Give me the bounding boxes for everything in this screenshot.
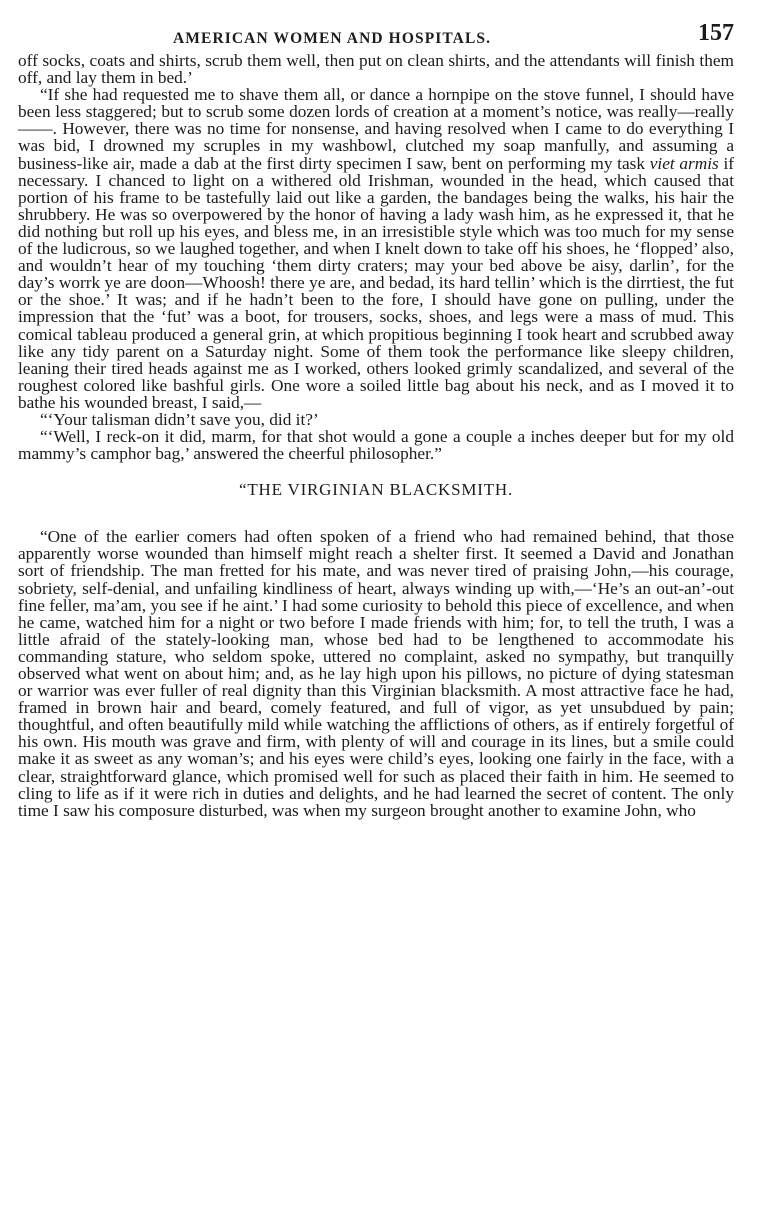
paragraph-continuation: off socks, coats and shirts, scrub them well, then put on clean shirts, and the attendants will finish them off, and lay them in bed.’	[18, 51, 734, 88]
paragraph-talisman-question: “‘Your talisman didn’t save you, did it?’	[40, 409, 319, 429]
paragraph-talisman-answer: “‘Well, I reck-on it did, marm, for that shot would a gone a couple a inches deeper but for my old mammy’s camphor bag,’ answered the cheerful philosopher.”	[18, 427, 734, 464]
page-number: 157	[698, 20, 734, 46]
latin-phrase: viet armis	[649, 153, 719, 173]
paragraph-text: if necessary. I chanced to light on a withered old Irishman, wounded in the head, which caused that portion of his frame to be tastefully laid out like a garden, the bandages being the walks, his hair the shrubbery. He was so overpowered by the honor of having a lady wash him, as he expressed it, that he did nothing but roll up his eyes, and bless me, in an irresistible style which was too much for my sense of the ludicrous, so we laughed together, and when I knelt down to take off his shoes, he ‘flopped’ also, and wouldn’t hear of my touching ‘them dirty craters; may your bed above be aisy, darlin’, for the day’s worrk ye are doon—Whoosh! there ye are, and bedad, its hard tellin’ which is the dirrtiest, the fut or the shoe.’ It was; and if he hadn’t been to the fore, I should have gone on pulling, under the impression that the ‘fut’ was a boot, for trousers, socks, shoes, and legs were a mass of mud. This comical tableau produced a general grin, at which propitious beginning I took heart and scrubbed away like any tidy parent on a Saturday night. Some of them took the performance like sleepy children, leaning their tired heads against me as I worked, others looked grimly scandalized, and several of the roughest colored like bashful girls. One wore a soiled little bag about his neck, and as I moved it to bathe his wounded breast, I said,—	[18, 153, 735, 412]
body-text-section	[18, 528, 734, 819]
running-head-title: AMERICAN WOMEN AND HOSPITALS.	[173, 30, 492, 47]
paragraph-virginian-blacksmith: “One of the earlier comers had often spoken of a friend who had remained behind, that those apparently worse wounded than himself might reach a shelter first. It seemed a David and Jonathan sort of friendship. The man fretted for his mate, and was never tired of praising John,—his courage, sobriety, self-denial, and unfailing kindliness of heart, always winding up with,—‘He’s an out-an’-out fine feller, ma’am, you see if he aint.’ I had some curiosity to behold this piece of excellence, and when he came, watched him for a night or two before I made friends with him; for, to tell the truth, I was a little afraid of the stately-looking man, whose bed had to be lengthened to accommodate his commanding stature, who seldom spoke, uttered no complaint, asked no sympathy, but tranquilly observed what went on about him; and, as he lay high upon his pillows, no picture of dying statesman or warrior was ever fuller of real dignity than this Virginian blacksmith. A most attractive face he had, framed in brown hair and beard, comely featured, and full of vigor, as yet unsubdued by pain; thoughtful, and often beautifully mild while watching the afflictions of others, as if entirely forgetful of his own. His mouth was grave and firm, with plenty of will and courage in its lines, but a smile could make it as sweet as any woman’s; and his eyes were child’s eyes, looking one fairly in the face, with a clear, straightforward glance, which promised well for such as placed their faith in him. He seemed to cling to life as if it were rich in duties and delights, and he had learned the secret of content. The only time I saw his composure disturbed, was when my surgeon brought another to examine John, who	[18, 527, 734, 820]
body-text	[18, 52, 734, 462]
running-head	[18, 18, 734, 52]
paragraph-scrubbing	[18, 86, 734, 411]
book-page	[18, 18, 734, 819]
paragraph-text: “If she had requested me to shave them all, or dance a hornpipe on the stove funnel, I should have been less staggered; but to scrub some dozen lords of creation at a moment’s notice, was really—really——. However, there was no time for nonsense, and having resolved when I came to do everything I was bid, I drowned my scruples in my washbowl, clutched my soap manfully, and assuming a business-like air, made a dab at the first dirty specimen I saw, bent on performing my task	[18, 85, 734, 173]
section-heading: “THE VIRGINIAN BLACKSMITH.	[238, 480, 514, 500]
